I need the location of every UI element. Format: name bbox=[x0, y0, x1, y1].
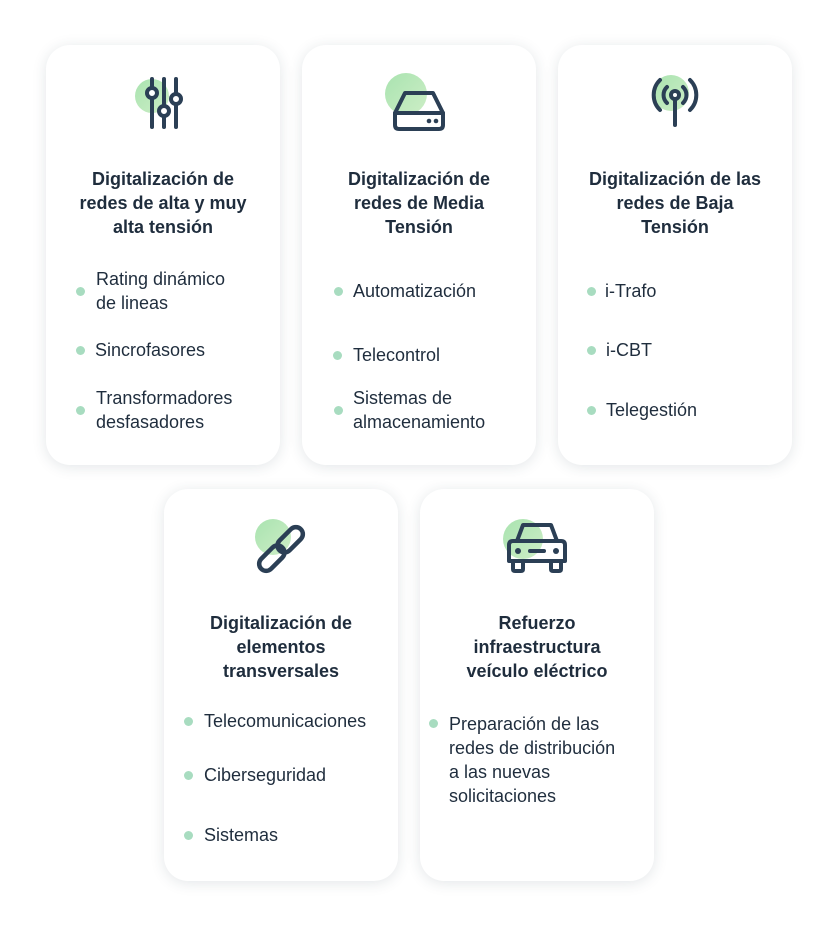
list-item: Preparación de las redes de distribución a las nuevas solicitaciones bbox=[420, 712, 646, 808]
list-item: Telecomunicaciones bbox=[164, 709, 390, 733]
card-electric-vehicle bbox=[420, 489, 654, 881]
list-item: Ciberseguridad bbox=[164, 763, 390, 787]
link-chain-icon bbox=[247, 515, 315, 583]
list-item: Rating dinámico de lineas bbox=[46, 267, 272, 315]
card-title: Digitalización de elementos transversales bbox=[209, 613, 353, 681]
list-item: Sistemas bbox=[164, 823, 390, 847]
list-item: Telegestión bbox=[558, 398, 784, 422]
card-title: Digitalización de las redes de Baja Tensión bbox=[588, 169, 762, 237]
list-item: i-Trafo bbox=[558, 279, 784, 303]
list-item: i-CBT bbox=[558, 338, 784, 362]
list-item: Automatización bbox=[302, 279, 528, 303]
list-item: Telecontrol bbox=[302, 343, 528, 367]
card-title: Digitalización de redes de Media Tensión bbox=[347, 169, 491, 237]
card-title: Refuerzo infraestructura veículo eléctrico bbox=[466, 613, 608, 681]
card-transversal bbox=[164, 489, 398, 881]
sliders-icon bbox=[129, 71, 197, 139]
card-high-voltage bbox=[46, 45, 280, 465]
card-low-voltage bbox=[558, 45, 792, 465]
server-drive-icon bbox=[385, 71, 453, 139]
list-item: Sincrofasores bbox=[46, 338, 272, 362]
card-medium-voltage bbox=[302, 45, 536, 465]
list-item: Sistemas de almacenamiento bbox=[302, 386, 528, 434]
antenna-signal-icon bbox=[641, 71, 709, 139]
card-title: Digitalización de redes de alta y muy alta tensión bbox=[79, 169, 247, 237]
list-item: Transformadores desfasadores bbox=[46, 386, 272, 434]
car-icon bbox=[503, 515, 571, 583]
